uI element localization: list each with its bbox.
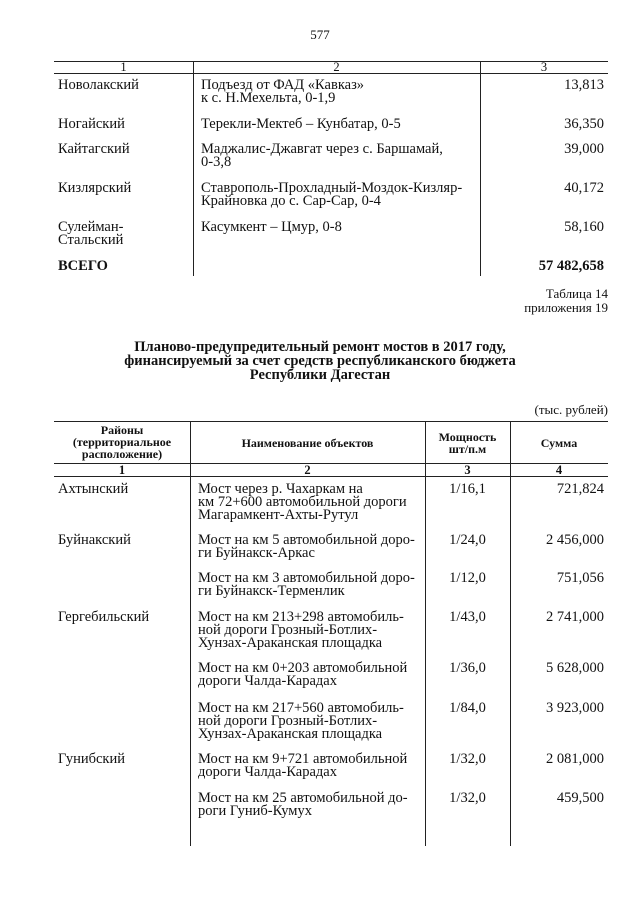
column-number-2: 2: [333, 60, 340, 74]
object-line: дороги Чалда-Карадах: [198, 764, 337, 780]
header-capacity: [425, 431, 510, 455]
sum-cell: 721,824: [556, 481, 604, 497]
table-top-rule: [54, 421, 608, 422]
object-cell: [198, 572, 415, 598]
units-note: (тыс. рублей): [534, 402, 608, 417]
table-caption: [524, 287, 608, 315]
column-number-3: 3: [540, 60, 548, 74]
object-line: Мост на км 5 автомобильной доро-: [198, 532, 415, 548]
district-cell: Кайтагский: [58, 141, 130, 157]
column-divider: [193, 61, 194, 276]
capacity-cell: 1/32,0: [449, 790, 486, 806]
value-cell: 40,172: [564, 180, 604, 196]
value-cell: 36,350: [564, 116, 604, 132]
header-line: Районы: [100, 423, 144, 437]
object-line: ной дороги Грозный-Ботлих-: [198, 713, 378, 729]
column-number-4: 4: [555, 463, 563, 477]
district-cell: Буйнакский: [58, 532, 131, 548]
object-line: Мост на км 217+560 автомобиль-: [198, 700, 404, 716]
district-cell: Кизлярский: [58, 180, 132, 196]
object-line: роги Гуниб-Кумух: [198, 803, 312, 819]
column-divider: [510, 421, 511, 846]
object-line: Магарамкент-Ахты-Рутул: [198, 507, 359, 523]
value-cell: 13,813: [564, 77, 604, 93]
object-cell: [198, 662, 407, 688]
object-line: ги Буйнакск-Терменлик: [198, 583, 345, 599]
column-number-1: 1: [120, 60, 127, 74]
value-cell: 58,160: [564, 219, 604, 235]
object-line: Мост на км 213+298 автомобиль-: [198, 609, 404, 625]
object-cell: [198, 753, 407, 779]
object-cell: [198, 702, 404, 741]
header-line: (территориальное: [72, 435, 172, 449]
section-heading: [0, 340, 640, 382]
roads-table: [54, 61, 608, 276]
object-line: Мост на км 3 автомобильной доро-: [198, 570, 415, 586]
object-line: Крайновка до с. Сар-Сар, 0-4: [201, 193, 381, 209]
sum-cell: 459,500: [556, 790, 604, 806]
sum-cell: 3 923,000: [546, 700, 604, 716]
object-line: Маджалис-Джавгат через с. Баршамай,: [201, 141, 443, 157]
capacity-cell: 1/24,0: [449, 532, 486, 548]
object-line: Касумкент – Цмур, 0-8: [201, 219, 342, 235]
capacity-cell: 1/12,0: [449, 570, 486, 586]
object-line: 0-3,8: [201, 154, 232, 170]
header-districts: [54, 424, 190, 460]
object-line: ной дороги Грозный-Ботлих-: [198, 622, 378, 638]
header-sum: Сумма: [540, 436, 578, 450]
object-line: Мост на км 0+203 автомобильной: [198, 660, 408, 676]
district-cell: Новолакский: [58, 77, 139, 93]
district-cell: Ногайский: [58, 116, 125, 132]
capacity-cell: 1/36,0: [449, 660, 486, 676]
object-line: Мост на км 25 автомобильной до-: [198, 790, 408, 806]
page-number: 577: [310, 27, 330, 42]
sum-cell: 2 456,000: [546, 532, 604, 548]
object-line: Мост через р. Чахаркам на: [198, 481, 363, 497]
heading-line: финансируемый за счет средств республиканского бюджета: [124, 353, 516, 369]
district-cell: Гергебильский: [58, 609, 150, 625]
header-line: Мощность: [438, 430, 497, 444]
value-cell: 39,000: [564, 141, 604, 157]
object-line: к с. Н.Мехельта, 0-1,9: [201, 90, 336, 106]
district-cell: Ахтынский: [58, 481, 129, 497]
object-line: Хунзах-Араканская площадка: [198, 726, 383, 742]
capacity-cell: 1/84,0: [449, 700, 486, 716]
capacity-cell: 1/43,0: [449, 609, 486, 625]
capacity-cell: 1/32,0: [449, 751, 486, 767]
sum-cell: 5 628,000: [546, 660, 604, 676]
district-line: Сулейман-: [58, 219, 124, 235]
object-line: дороги Чалда-Карадах: [198, 673, 337, 689]
total-label: ВСЕГО: [58, 258, 108, 274]
object-line: Подъезд от ФАД «Кавказ»: [201, 77, 365, 93]
heading-line: Планово-предупредительный ремонт мостов в 2017 году,: [134, 339, 506, 355]
bridges-table: [54, 421, 608, 846]
sum-cell: 2 741,000: [546, 609, 604, 625]
object-line: Мост на км 9+721 автомобильной: [198, 751, 408, 767]
object-cell: [201, 182, 462, 208]
caption-line: Таблица 14: [545, 286, 608, 301]
header-line: шт/п.м: [448, 442, 487, 456]
object-line: Терекли-Мектеб – Кунбатар, 0-5: [201, 116, 401, 132]
capacity-cell: 1/16,1: [449, 481, 486, 497]
total-value: 57 482,658: [538, 258, 604, 274]
object-cell: [201, 79, 364, 105]
object-cell: [201, 221, 342, 234]
sum-cell: 2 081,000: [546, 751, 604, 767]
district-cell: [58, 221, 123, 247]
object-cell: [201, 143, 443, 169]
object-cell: [198, 534, 415, 560]
column-divider: [480, 61, 481, 276]
object-line: Хунзах-Араканская площадка: [198, 635, 383, 651]
object-cell: [198, 792, 408, 818]
object-line: Ставрополь-Прохладный-Моздок-Кизляр-: [201, 180, 463, 196]
object-line: ги Буйнакск-Аркас: [198, 545, 315, 561]
object-line: км 72+600 автомобильной дороги: [198, 494, 407, 510]
object-cell: [198, 483, 407, 522]
caption-line: приложения 19: [524, 300, 608, 315]
district-line: Стальский: [58, 232, 124, 248]
heading-line: Республики Дагестан: [249, 367, 391, 383]
object-cell: [198, 611, 404, 650]
column-divider: [190, 421, 191, 846]
sum-cell: 751,056: [556, 570, 604, 586]
district-cell: Гунибский: [58, 751, 125, 767]
column-number-2: 2: [304, 463, 311, 477]
header-objects: Наименование объектов: [241, 436, 374, 450]
object-cell: [201, 118, 401, 131]
column-number-1: 1: [118, 463, 126, 477]
header-line: расположение): [81, 447, 163, 461]
column-number-3: 3: [464, 463, 471, 477]
